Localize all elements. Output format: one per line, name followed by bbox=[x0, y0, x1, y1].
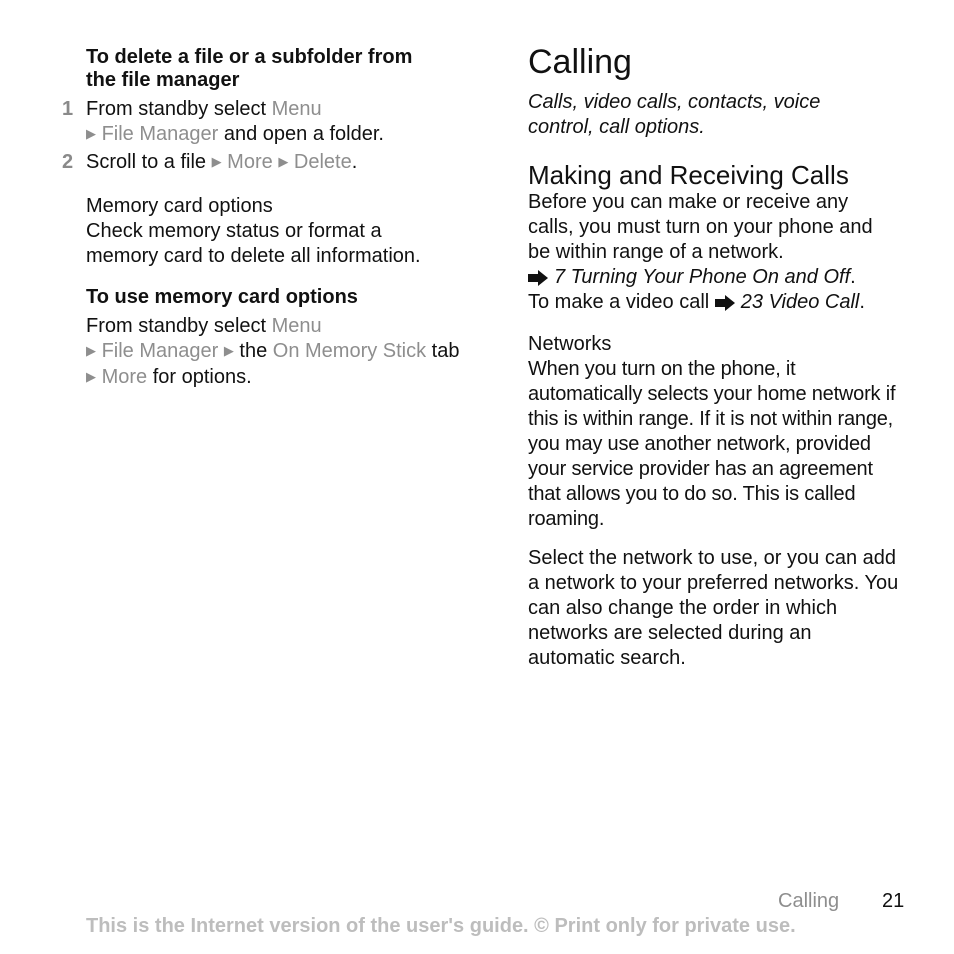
reference-link[interactable]: 7 Turning Your Phone On and Off bbox=[554, 266, 851, 288]
networks-paragraph-1: When you turn on the phone, it automatically selects your home network if this is within range. If it is not within range, you may use another network, provided your service provider has an agreement that allows you to do so. This is called roaming. bbox=[528, 358, 896, 530]
menu-item-more: More bbox=[101, 366, 148, 388]
triangle-right-icon: ▶ bbox=[86, 369, 96, 384]
page-number: 21 bbox=[882, 890, 905, 912]
reference-turning-on: 7 Turning Your Phone On and Off. bbox=[528, 265, 918, 290]
video-call-reference: To make a video call 23 Video Call. bbox=[528, 291, 865, 313]
memory-card-options-body: Check memory status or format a memory card to delete all information. bbox=[86, 220, 421, 267]
networks-paragraph-2: Select the network to use, or you can add a network to your preferred networks. You can also change the order in which networks are selected during an automatic search. bbox=[528, 547, 899, 669]
chapter-intro: Calls, video calls, contacts, voice control, call options. bbox=[528, 91, 821, 138]
reference-arrow-icon bbox=[528, 270, 548, 286]
section-body: Before you can make or receive any calls, you must turn on your phone and be within range of a network. bbox=[528, 191, 873, 263]
triangle-right-icon: ▶ bbox=[211, 154, 222, 169]
step-1: 1 From standby select Menu ▶ File Manager and open a folder. bbox=[62, 98, 384, 145]
delete-file-heading: To delete a file or a subfolder from the file manager bbox=[86, 46, 413, 91]
menu-item-file-manager: File Manager bbox=[101, 123, 219, 145]
menu-item-more: More bbox=[227, 151, 273, 173]
footer-disclaimer: This is the Internet version of the user's guide. © Print only for private use. bbox=[86, 915, 796, 937]
reference-arrow-icon bbox=[715, 295, 735, 311]
section-title: Making and Receiving Calls bbox=[528, 160, 849, 190]
step-2: 2 Scroll to a file ▶ More ▶ Delete. bbox=[62, 151, 358, 173]
footer-chapter-label: Calling bbox=[778, 890, 840, 912]
menu-item-menu: Menu bbox=[271, 315, 322, 337]
step-number: 2 bbox=[62, 151, 74, 173]
networks-heading: Networks bbox=[528, 333, 612, 355]
use-memory-card-instructions: From standby select Menu ▶ File Manager ▶ the On Memory Stick tab ▶ More for options. bbox=[86, 315, 460, 388]
triangle-right-icon: ▶ bbox=[86, 126, 96, 141]
page-title: Calling bbox=[528, 43, 632, 81]
triangle-right-icon: ▶ bbox=[223, 343, 234, 358]
menu-item-menu: Menu bbox=[271, 98, 322, 120]
triangle-right-icon: ▶ bbox=[86, 343, 96, 358]
triangle-right-icon: ▶ bbox=[278, 154, 289, 169]
menu-item-delete: Delete bbox=[293, 151, 352, 173]
left-column bbox=[62, 46, 466, 391]
menu-item-file-manager: File Manager bbox=[101, 340, 219, 362]
tab-on-memory-stick: On Memory Stick bbox=[272, 340, 427, 362]
step-number: 1 bbox=[62, 98, 74, 120]
use-memory-card-heading: To use memory card options bbox=[86, 286, 358, 308]
memory-card-options-heading: Memory card options bbox=[86, 195, 273, 217]
reference-link[interactable]: 23 Video Call bbox=[740, 291, 860, 313]
right-column bbox=[528, 42, 918, 671]
